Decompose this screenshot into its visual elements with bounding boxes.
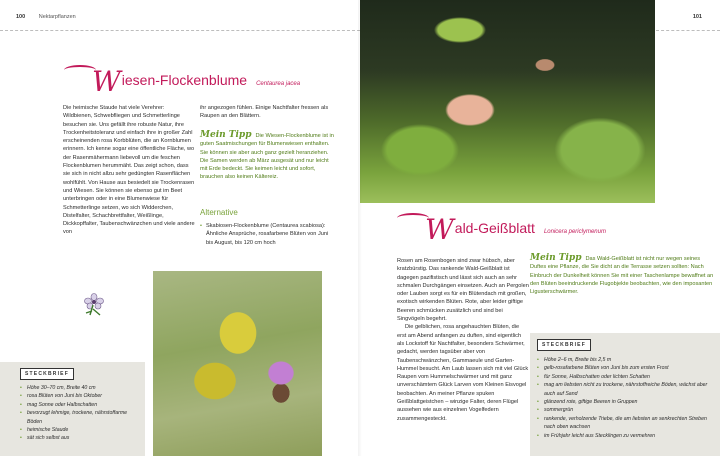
- heading-title: ald-Geißblatt: [454, 220, 535, 236]
- alternative-heading: Alternative: [200, 208, 238, 217]
- heading-title: iesen-Flockenblume: [121, 72, 248, 88]
- fact-item: • rosa Blüten von Juni bis Oktober: [20, 392, 142, 400]
- header-divider: [0, 30, 360, 31]
- honeysuckle-photo: [360, 0, 655, 203]
- fact-list: [20, 384, 142, 443]
- fact-box-label: STECKBRIEF: [20, 368, 74, 380]
- fact-item: • Höhe 2–6 m, Breite bis 2,5 m: [537, 356, 717, 364]
- heading-initial: W: [92, 65, 121, 98]
- page-number: 100: [16, 14, 26, 20]
- body-column-2: [200, 104, 335, 121]
- flower-icon: [82, 293, 106, 319]
- butterfly-photo: [153, 271, 322, 456]
- tip-label: Mein Tipp: [530, 253, 582, 263]
- page-number: 101: [692, 14, 702, 20]
- fact-item: • bevorzugt lehmige, trockene, nährstoffarme Böden: [20, 409, 142, 426]
- fact-item: • glänzend rote, giftige Beeren in Gruppen: [537, 398, 717, 406]
- latin-name: Centaurea jacea: [256, 81, 301, 87]
- plant-heading: [397, 210, 606, 246]
- alternative-list: [200, 222, 335, 247]
- body-paragraph: ihr angezogen fühlen. Einige Nachtfalter fressen als Raupen an den Blättern.: [200, 105, 329, 120]
- tip-box: [200, 131, 335, 182]
- body-paragraph: Rosen am Rosenbogen sind zwar hübsch, aber kratzbürstig. Das rankende Wald-Geißblatt ist dagegen pazifistisch und lässt sich auch an sehr schmalen Durchgängen einsetzen. Auch an Pergolen oder Lauben sorgt es für ein Blütendach mit großen, exotisch wirkenden Blüten. Rote, aber leider giftige Beeren schmücken zusätzlich und sind bei Singvögeln begehrt.: [397, 258, 529, 323]
- fact-list: [537, 356, 717, 440]
- fact-item: • sät sich selbst aus: [20, 434, 142, 442]
- tip-text: Die Wiesen-Flockenblume ist in guten Saatmischungen für Blumenwiesen enthalten. Sie können sie aber auch ganz gezielt heranziehen. Die Samen werden ab März ausgesät und nur leicht mit Erde bedeckt. Sie keimen leicht und sofort, brauchen also keinen Kältereiz.: [200, 133, 334, 181]
- right-page: [360, 0, 720, 456]
- fact-box: [530, 333, 720, 456]
- heading-initial: W: [425, 213, 454, 246]
- header-divider: [656, 30, 720, 31]
- fact-item: • Höhe 30–70 cm, Breite 40 cm: [20, 384, 142, 392]
- tip-label: Mein Tipp: [200, 130, 252, 140]
- body-paragraph: Die heimische Staude hat viele Verehrer: Wildbienen, Schwebfliegen und Schmetterlinge besuchen sie. Uns gefällt ihre robuste Natur, ihre Trockenheitstoleranz und einfach ihre in großer Zahl erscheinenden rosa Korbblüten, die an Kornblumen erinnern. Ich kenne sogar eine öffentliche Fläche, wo der Rasenmähermann liebevoll um die feschen Flockenblumen herummäht. Das zeigt schon, dass sie sich in nicht allzu sehr gedüngten Rasenflächen wohlfühlt. Von Hause aus besiedelt sie Trockenrasen und Wiesen. Sie können sie ebenso gut im Beet unterbringen oder in eine Blumenwiese für Schmetterlinge setzen, wo sich Widderchen, Distelfalter, Schachbrettfalter, Weißlinge, Dickkopffalter, Taubenschwänzchen und viele andere von: [63, 105, 195, 236]
- body-column-1: [63, 104, 195, 237]
- book-spine-shadow: [358, 0, 362, 456]
- fact-item: • heimische Staude: [20, 426, 142, 434]
- tip-text: Das Wald-Geißblatt ist nicht nur wegen seines Duftes eine Pflanze, die Sie dicht an die Terrasse setzen sollten: Nach Einbruch der Dunkelheit können Sie mit einer Taschenlampe bewaffnet an den Blüten beeindruckende Flugobjekte beobachten, wie den imposanten Ligusterschwärmer.: [530, 256, 714, 296]
- section-title: Nektarpflanzen: [38, 14, 76, 20]
- page-header-left: [16, 14, 76, 20]
- fact-box: [0, 362, 145, 456]
- tip-box: [530, 254, 715, 296]
- fact-item: • gelb-rosafarbene Blüten von Juni bis zum ersten Frost: [537, 364, 717, 372]
- fact-item: • im Frühjahr leicht aus Stecklingen zu vermehren: [537, 432, 717, 440]
- fact-item: • für Sonne, Halbschatten oder lichten Schatten: [537, 373, 717, 381]
- fact-item: • mag Sonne oder Halbschatten: [20, 401, 142, 409]
- body-column-1: [397, 257, 529, 423]
- plant-heading: [64, 62, 301, 98]
- body-paragraph: Die gelblichen, rosa angehauchten Blüten, die erst am Abend anfangen zu duften, sind eigentlich als Lockstoff für Nachtfalter, besonders Schwärmer, gedacht, werden tagsüber aber von Taubenschwänzchen, Gammaeule und Garten-Hummel besucht. Am Laub lassen sich mit viel Glück Raupen vom Hummelschwärmer und mit ganz unverschämtem Glück Larven vom Kleinen Eisvogel beobachten. An meiner Pflanze spuken Geißblattgeistchen – winzige Falter, deren Flügel aussehen wie aus einzelnen Vogelfedern zusammengesteckt.: [397, 324, 529, 422]
- latin-name: Lonicera periclymenum: [543, 229, 606, 235]
- fact-box-label: STECKBRIEF: [537, 339, 591, 351]
- alternative-item: • Skabiosen-Flockenblume (Centaurea scabiosa): Ähnliche Ansprüche, rosafarbene Blüten von Juni bis August, bis 120 cm hoch: [200, 222, 335, 247]
- fact-item: • mag am liebsten nicht zu trockene, nährstoffreiche Böden, wächst aber auch auf Sand: [537, 381, 717, 398]
- fact-item: • rankende, verholzende Triebe, die am liebsten an senkrechten Streben nach oben wachsen: [537, 415, 717, 432]
- fact-item: • sommergrün: [537, 406, 717, 414]
